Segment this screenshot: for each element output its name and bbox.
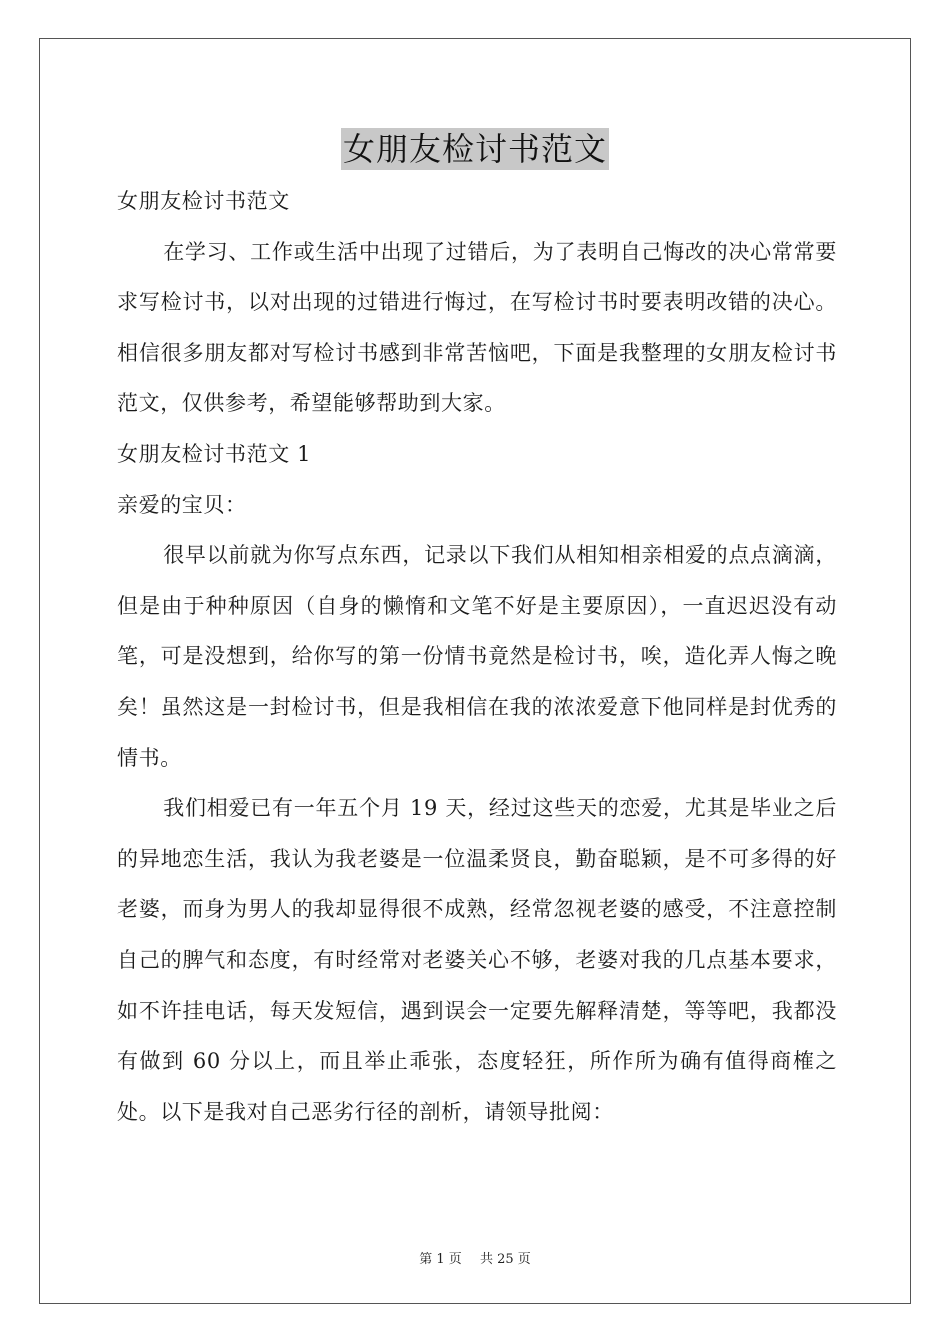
paragraph-body-2: 我们相爱已有一年五个月 19 天，经过这些天的恋爱，尤其是毕业之后的异地恋生活，我认为我老婆是一位温柔贤良，勤奋聪颖，是不可多得的好老婆，而身为男人的我却显得很不成熟，经常忽视老婆的感受，不注意控制自己的脾气和态度，有时经常对老婆关心不够，老婆对我的几点基本要求，如不许挂电话，每天发短信，遇到误会一定要先解释清楚，等等吧，我都没有做到 60 分以上，而且举止乖张，态度轻狂，所作所为确有值得商榷之处。以下是我对自己恶劣行径的剖析，请领导批阅：	[117, 796, 837, 1124]
title-container	[0, 128, 950, 170]
document-title: 女朋友检讨书范文	[342, 130, 607, 168]
paragraph-body-1: 很早以前就为你写点东西，记录以下我们从相知相亲相爱的点点滴滴，但是由于种种原因（自身的懒惰和文笔不好是主要原因），一直迟迟没有动笔，可是没想到，给你写的第一份情书竟然是检讨书，唉，造化弄人悔之晚矣！虽然这是一封检讨书，但是我相信在我的浓浓爱意下他同样是封优秀的情书。	[117, 543, 837, 770]
page-footer	[0, 1248, 950, 1267]
paragraph-section-heading: 女朋友检讨书范文 1	[117, 441, 312, 466]
paragraph-intro: 在学习、工作或生活中出现了过错后，为了表明自己悔改的决心常常要求写检讨书，以对出现的过错进行悔过，在写检讨书时要表明改错的决心。相信很多朋友都对写检讨书感到非常苦恼吧，下面是我整理的女朋友检讨书范文，仅供参考，希望能够帮助到大家。	[117, 239, 837, 416]
paragraph-salutation: 亲爱的宝贝：	[117, 492, 247, 517]
page-total: 共 25 页	[479, 1252, 531, 1267]
page-number: 第 1 页	[419, 1252, 462, 1267]
document-body	[117, 176, 837, 1137]
paragraph-subtitle: 女朋友检讨书范文	[117, 189, 290, 213]
